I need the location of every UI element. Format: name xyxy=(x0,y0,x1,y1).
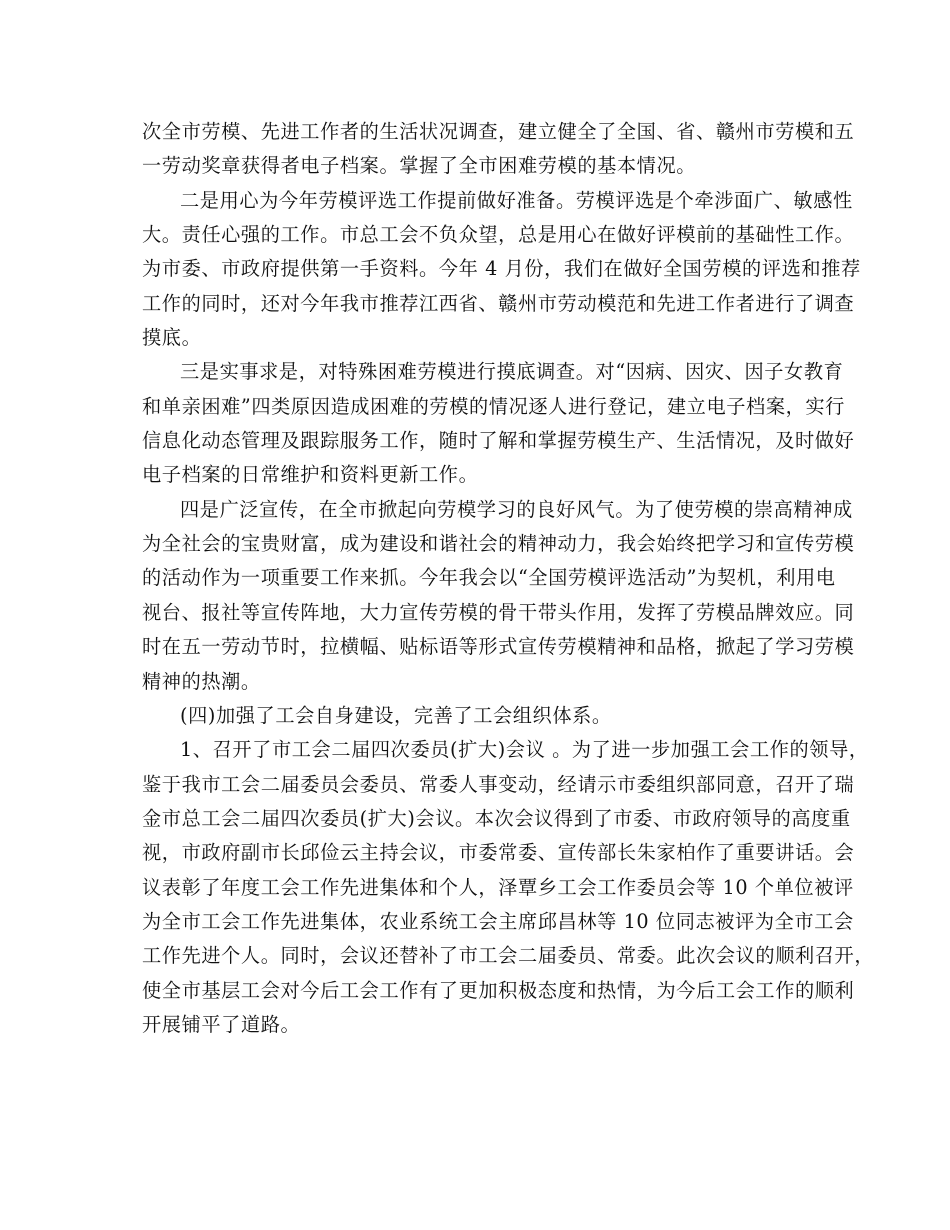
text-line: 和单亲困难”四类原因造成困难的劳模的情况逐人进行登记，建立电子档案，实行 xyxy=(142,394,845,418)
section-heading: (四)加强了工会自身建设，完善了工会组织体系。 xyxy=(180,703,612,727)
text-line: 开展铺平了道路。 xyxy=(142,1012,301,1036)
text-line: 信息化动态管理及跟踪服务工作，随时了解和掌握劳模生产、生活情况，及时做好 xyxy=(142,429,855,453)
text-line: 使全市基层工会对今后工会工作有了更加积极态度和热情，为今后工会工作的顺利 xyxy=(142,978,855,1002)
text-line: 金市总工会二届四次委员(扩大)会议。本次会议得到了市委、市政府领导的高度重 xyxy=(142,806,851,830)
text-line: 为全市工会工作先进集体，农业系统工会主席邱昌林等 10 位同志被评为全市工会 xyxy=(142,909,854,933)
paragraph-start-line: 二是用心为今年劳模评选工作提前做好准备。劳模评选是个牵涉面广、敏感性 xyxy=(180,188,853,212)
paragraph-start-line: 三是实事求是，对特殊困难劳模进行摸底调查。对“因病、因灾、因子女教育 xyxy=(180,360,844,384)
text-line: 一劳动奖章获得者电子档案。掌握了全市困难劳模的基本情况。 xyxy=(142,154,697,178)
text-line: 为全社会的宝贵财富，成为建设和谐社会的精神动力，我会始终把学习和宣传劳模 xyxy=(142,532,855,556)
text-line: 的活动作为一项重要工作来抓。今年我会以“全国劳模评选活动”为契机，利用电 xyxy=(142,566,836,590)
paragraph-start-line: 四是广泛宣传，在全市掀起向劳模学习的良好风气。为了使劳模的崇高精神成 xyxy=(180,497,853,521)
paragraph-start-line: 1、召开了市工会二届四次委员(扩大)会议 。为了进一步加强工会工作的领导， xyxy=(180,738,869,762)
text-line: 为市委、市政府提供第一手资料。今年 4 月份，我们在做好全国劳模的评选和推荐 xyxy=(142,257,861,281)
text-line: 视台、报社等宣传阵地，大力宣传劳模的骨干带头作用，发挥了劳模品牌效应。同 xyxy=(142,600,855,624)
text-line: 摸底。 xyxy=(142,326,202,350)
text-line: 工作先进个人。同时，会议还替补了市工会二届委员、常委。此次会议的顺利召开， xyxy=(142,944,875,968)
text-line: 电子档案的日常维护和资料更新工作。 xyxy=(142,463,479,487)
text-line: 议表彰了年度工会工作先进集体和个人，泽覃乡工会工作委员会等 10 个单位被评 xyxy=(142,875,854,899)
text-line: 时在五一劳动节时，拉横幅、贴标语等形式宣传劳模精神和品格，掀起了学习劳模 xyxy=(142,635,855,659)
text-line: 精神的热潮。 xyxy=(142,669,261,693)
text-line: 工作的同时，还对今年我市推荐江西省、赣州市劳动模范和先进工作者进行了调查 xyxy=(142,291,855,315)
text-line: 次全市劳模、先进工作者的生活状况调查，建立健全了全国、省、赣州市劳模和五 xyxy=(142,120,855,143)
text-line: 视，市政府副市长邱俭云主持会议，市委常委、宣传部长朱家柏作了重要讲话。会 xyxy=(142,841,855,865)
text-line: 大。责任心强的工作。市总工会不负众望，总是用心在做好评模前的基础性工作。 xyxy=(142,223,855,247)
document-body xyxy=(142,115,875,1042)
text-line: 鉴于我市工会二届委员会委员、常委人事变动，经请示市委组织部同意，召开了瑞 xyxy=(142,772,855,796)
